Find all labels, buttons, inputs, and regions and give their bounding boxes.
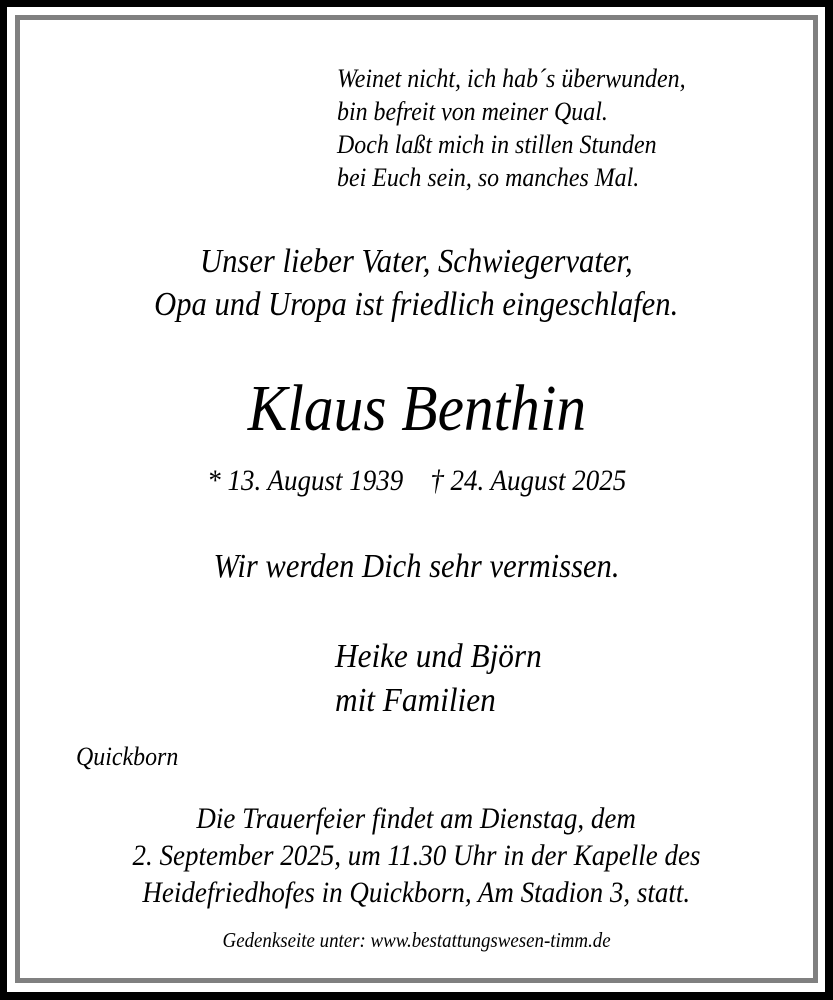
service-line: Heidefriedhofes in Quickborn, Am Stadion 3, statt. <box>142 876 691 909</box>
mourner-line: mit Familien <box>335 682 496 719</box>
poem-line: Doch laßt mich in stillen Stunden <box>337 130 657 159</box>
farewell-text: Wir werden Dich sehr vermissen. <box>213 548 620 585</box>
memorial-page-link: Gedenkseite unter: www.bestattungswesen-timm.de <box>222 928 611 952</box>
deceased-name: Klaus Benthin <box>247 372 586 445</box>
life-dates: * 13. August 1939 † 24. August 2025 <box>206 464 627 497</box>
poem-line: bei Euch sein, so manches Mal. <box>337 163 640 192</box>
poem-line: bin befreit von meiner Qual. <box>337 97 608 126</box>
inner-gray-frame <box>15 15 818 983</box>
intro-line: Opa und Uropa ist friedlich eingeschlafen. <box>154 286 679 323</box>
service-line: 2. September 2025, um 11.30 Uhr in der Kapelle des <box>132 839 701 872</box>
mourner-line: Heike und Björn <box>335 638 542 675</box>
poem-line: Weinet nicht, ich hab´s überwunden, <box>337 64 686 93</box>
service-line: Die Trauerfeier findet am Dienstag, dem <box>196 802 637 835</box>
intro-line: Unser lieber Vater, Schwiegervater, <box>200 243 633 280</box>
place: Quickborn <box>76 742 179 771</box>
